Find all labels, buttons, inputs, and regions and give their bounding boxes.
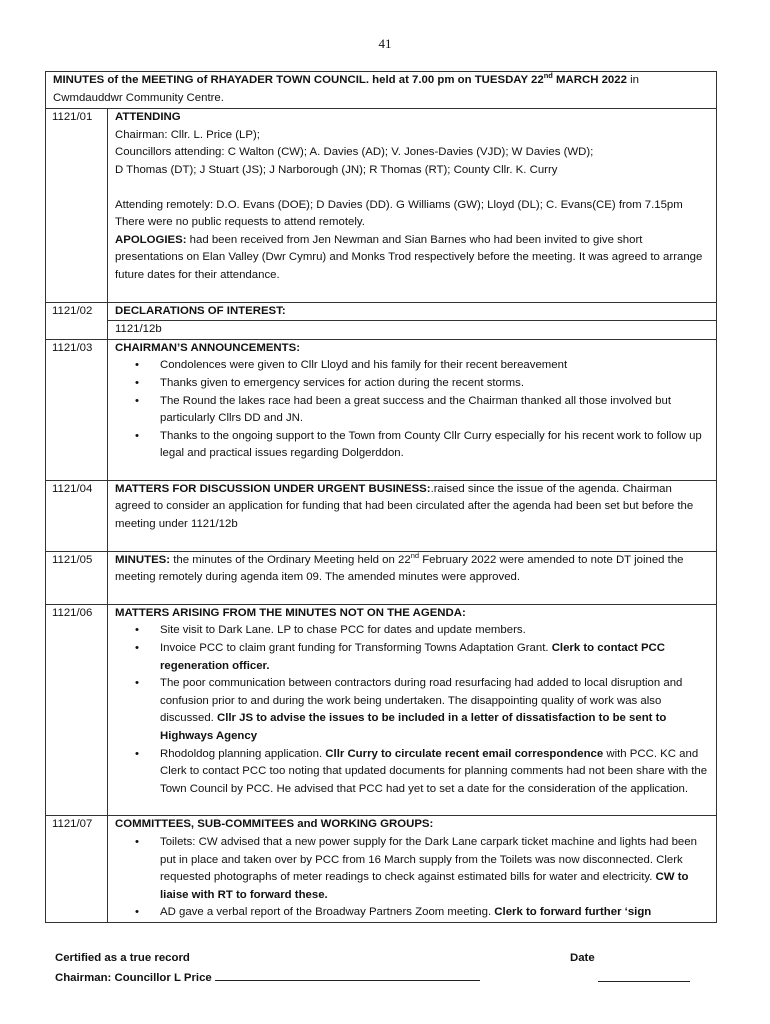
list-item: • Site visit to Dark Lane. LP to chase PCC for dates and update members. <box>160 622 710 640</box>
apologies-label: APOLOGIES: <box>115 233 187 246</box>
item-heading: ATTENDING <box>115 111 181 124</box>
minutes-text: the minutes of the Ordinary Meeting held on 22 <box>170 553 411 566</box>
minutes-table <box>45 71 717 923</box>
list-item <box>160 904 710 922</box>
list-item: • Thanks to the ongoing support to the Town from County Cllr Curry especially for his recent work to follow up legal and practical issues regarding Dolgerddon. <box>160 428 710 463</box>
item-arising <box>46 604 716 816</box>
action-text: Clerk to contact PCC regeneration officer. <box>160 642 665 672</box>
item-attending <box>46 108 716 301</box>
list-item-text-2: with PCC. KC and Clerk to contact PCC too noting that updated documents for planning comments had not been share with the Town Council by PCC. He advised that PCC had yet to set a date for the consideration of the application. <box>160 747 708 795</box>
item-committees <box>46 815 716 922</box>
item-content <box>108 481 716 551</box>
list-item <box>160 834 710 904</box>
list-item-text: Rhodoldog planning application. <box>160 747 326 760</box>
action-text: Cllr Curry to circulate recent email correspondence <box>325 747 604 760</box>
item-minutes <box>46 551 716 604</box>
action-text: Cllr JS to advise the issues to be included in a letter of dissatisfaction to be sent to Highways Agency <box>160 712 667 742</box>
chairman-label: Chairman: Councillor L Price <box>55 972 212 984</box>
item-content <box>108 816 716 922</box>
item-ref: 1121/05 <box>46 552 108 604</box>
item-heading: MATTERS FOR DISCUSSION UNDER URGENT BUSINESS: <box>115 482 431 495</box>
certified-label: Certified as a true record <box>55 952 190 964</box>
item-declarations-detail <box>46 320 716 339</box>
list-item: • Condolences were given to Cllr Lloyd and his family for their recent bereavement <box>160 357 710 375</box>
apologies-text: had been received from Jen Newman and Sian Barnes who had been invited to give short presentations on Elan Valley (Dwr Cymru) and Monks Trod respectively before the meeting. It was agreed to arrange future dates for their attendance. <box>115 233 703 281</box>
item-content <box>108 108 716 301</box>
item-urgent <box>46 480 716 551</box>
urgent-text: .raised since the issue of the agenda. Chairman agreed to consider an application for funding that had been circulated after the agenda had been set but before the meeting under 1121/12b <box>115 482 694 531</box>
signature-line <box>215 969 480 981</box>
item-content <box>108 552 716 604</box>
item-ref: 1121/03 <box>46 340 108 480</box>
title-row <box>46 72 716 108</box>
list-item <box>160 746 710 799</box>
date-label: Date <box>570 952 595 964</box>
item-ref: 1121/07 <box>46 816 108 922</box>
title-suffix: MARCH 2022 <box>552 74 627 86</box>
list-item: • Thanks given to emergency services for action during the recent storms. <box>160 375 710 393</box>
date-line <box>598 969 690 982</box>
item-ref: 1121/02 <box>46 303 108 321</box>
title-prefix: MINUTES of the MEETING of RHAYADER TOWN COUNCIL. held at 7.00 pm on TUESDAY 22 <box>53 74 544 86</box>
item-declarations <box>46 302 716 321</box>
page-number: 41 <box>378 36 392 51</box>
venue: Cwmdauddwr Community Centre. <box>53 91 224 104</box>
list-item-text: AD gave a verbal report of the Broadway Partners Zoom meeting. <box>160 906 495 919</box>
item-content <box>108 340 716 480</box>
chairman-line: Chairman: Cllr. L. Price (LP); <box>115 128 260 141</box>
remote-attendance: Attending remotely: D.O. Evans (DOE); D Davies (DD). G Williams (GW); Lloyd (DL); C. Evans(CE) from 7.15pm <box>115 198 683 211</box>
list-item: • The Round the lakes race had been a great success and the Chairman thanked all those involved but particularly Cllrs DD and JN. <box>160 393 710 428</box>
arising-list <box>115 622 710 798</box>
item-ref: 1121/06 <box>46 605 108 816</box>
list-item-text: Invoice PCC to claim grant funding for Transforming Towns Adaptation Grant. <box>160 642 552 655</box>
item-content <box>108 605 716 816</box>
item-ref: 1121/04 <box>46 481 108 551</box>
item-heading: MINUTES: <box>115 553 171 566</box>
councillors-line-2: D Thomas (DT); J Stuart (JS); J Narborough (JN); R Thomas (RT); County Cllr. K. Curry <box>115 163 558 176</box>
announcement-list <box>115 357 710 463</box>
list-item <box>160 640 710 675</box>
item-heading: DECLARATIONS OF INTEREST: <box>115 304 286 317</box>
item-heading: MATTERS ARISING FROM THE MINUTES NOT ON THE AGENDA: <box>115 606 466 619</box>
list-item-text: The poor communication between contractors during road resurfacing had added to local disruption and confusion prior to and during the work being undertaken. The disappointing quality of work was also discussed. <box>160 677 683 725</box>
declarations-text: 1121/12b <box>108 320 716 339</box>
councillors-line: Councillors attending: C Walton (CW); A. Davies (AD); V. Jones-Davies (VJD); W Davies (WD); <box>115 146 594 159</box>
action-text: Clerk to forward further ‘sign <box>494 906 652 919</box>
committees-list <box>115 834 710 922</box>
apologies <box>115 232 710 285</box>
public-requests: There were no public requests to attend remotely. <box>115 216 365 229</box>
list-item-text: Toilets: CW advised that a new power supply for the Dark Lane carpark ticket machine and lights had been put in place and taken over by PCC from 16 March supply from the Toilets was now disconnected. Clerk requested photographs of meter readings to check against estimated bills for water and electricity. <box>160 835 697 884</box>
minutes-sup: nd <box>410 550 420 560</box>
action-text: CW to liaise with RT to forward these. <box>160 871 689 901</box>
title-rest: in <box>626 74 639 86</box>
item-ref: 1121/01 <box>46 108 108 301</box>
chairman-signature <box>55 969 480 984</box>
meeting-title <box>46 72 645 108</box>
item-heading: CHAIRMAN’S ANNOUNCEMENTS: <box>115 341 300 354</box>
item-content <box>108 303 716 321</box>
minutes-text-2: February 2022 were amended to note DT joined the meeting remotely during agenda item 09. The amended minutes were approved. <box>115 553 684 584</box>
title-sup: nd <box>543 71 553 81</box>
item-heading: COMMITTEES, SUB-COMMITEES and WORKING GROUPS: <box>115 818 434 831</box>
list-item <box>160 675 710 745</box>
item-announcements <box>46 339 716 480</box>
